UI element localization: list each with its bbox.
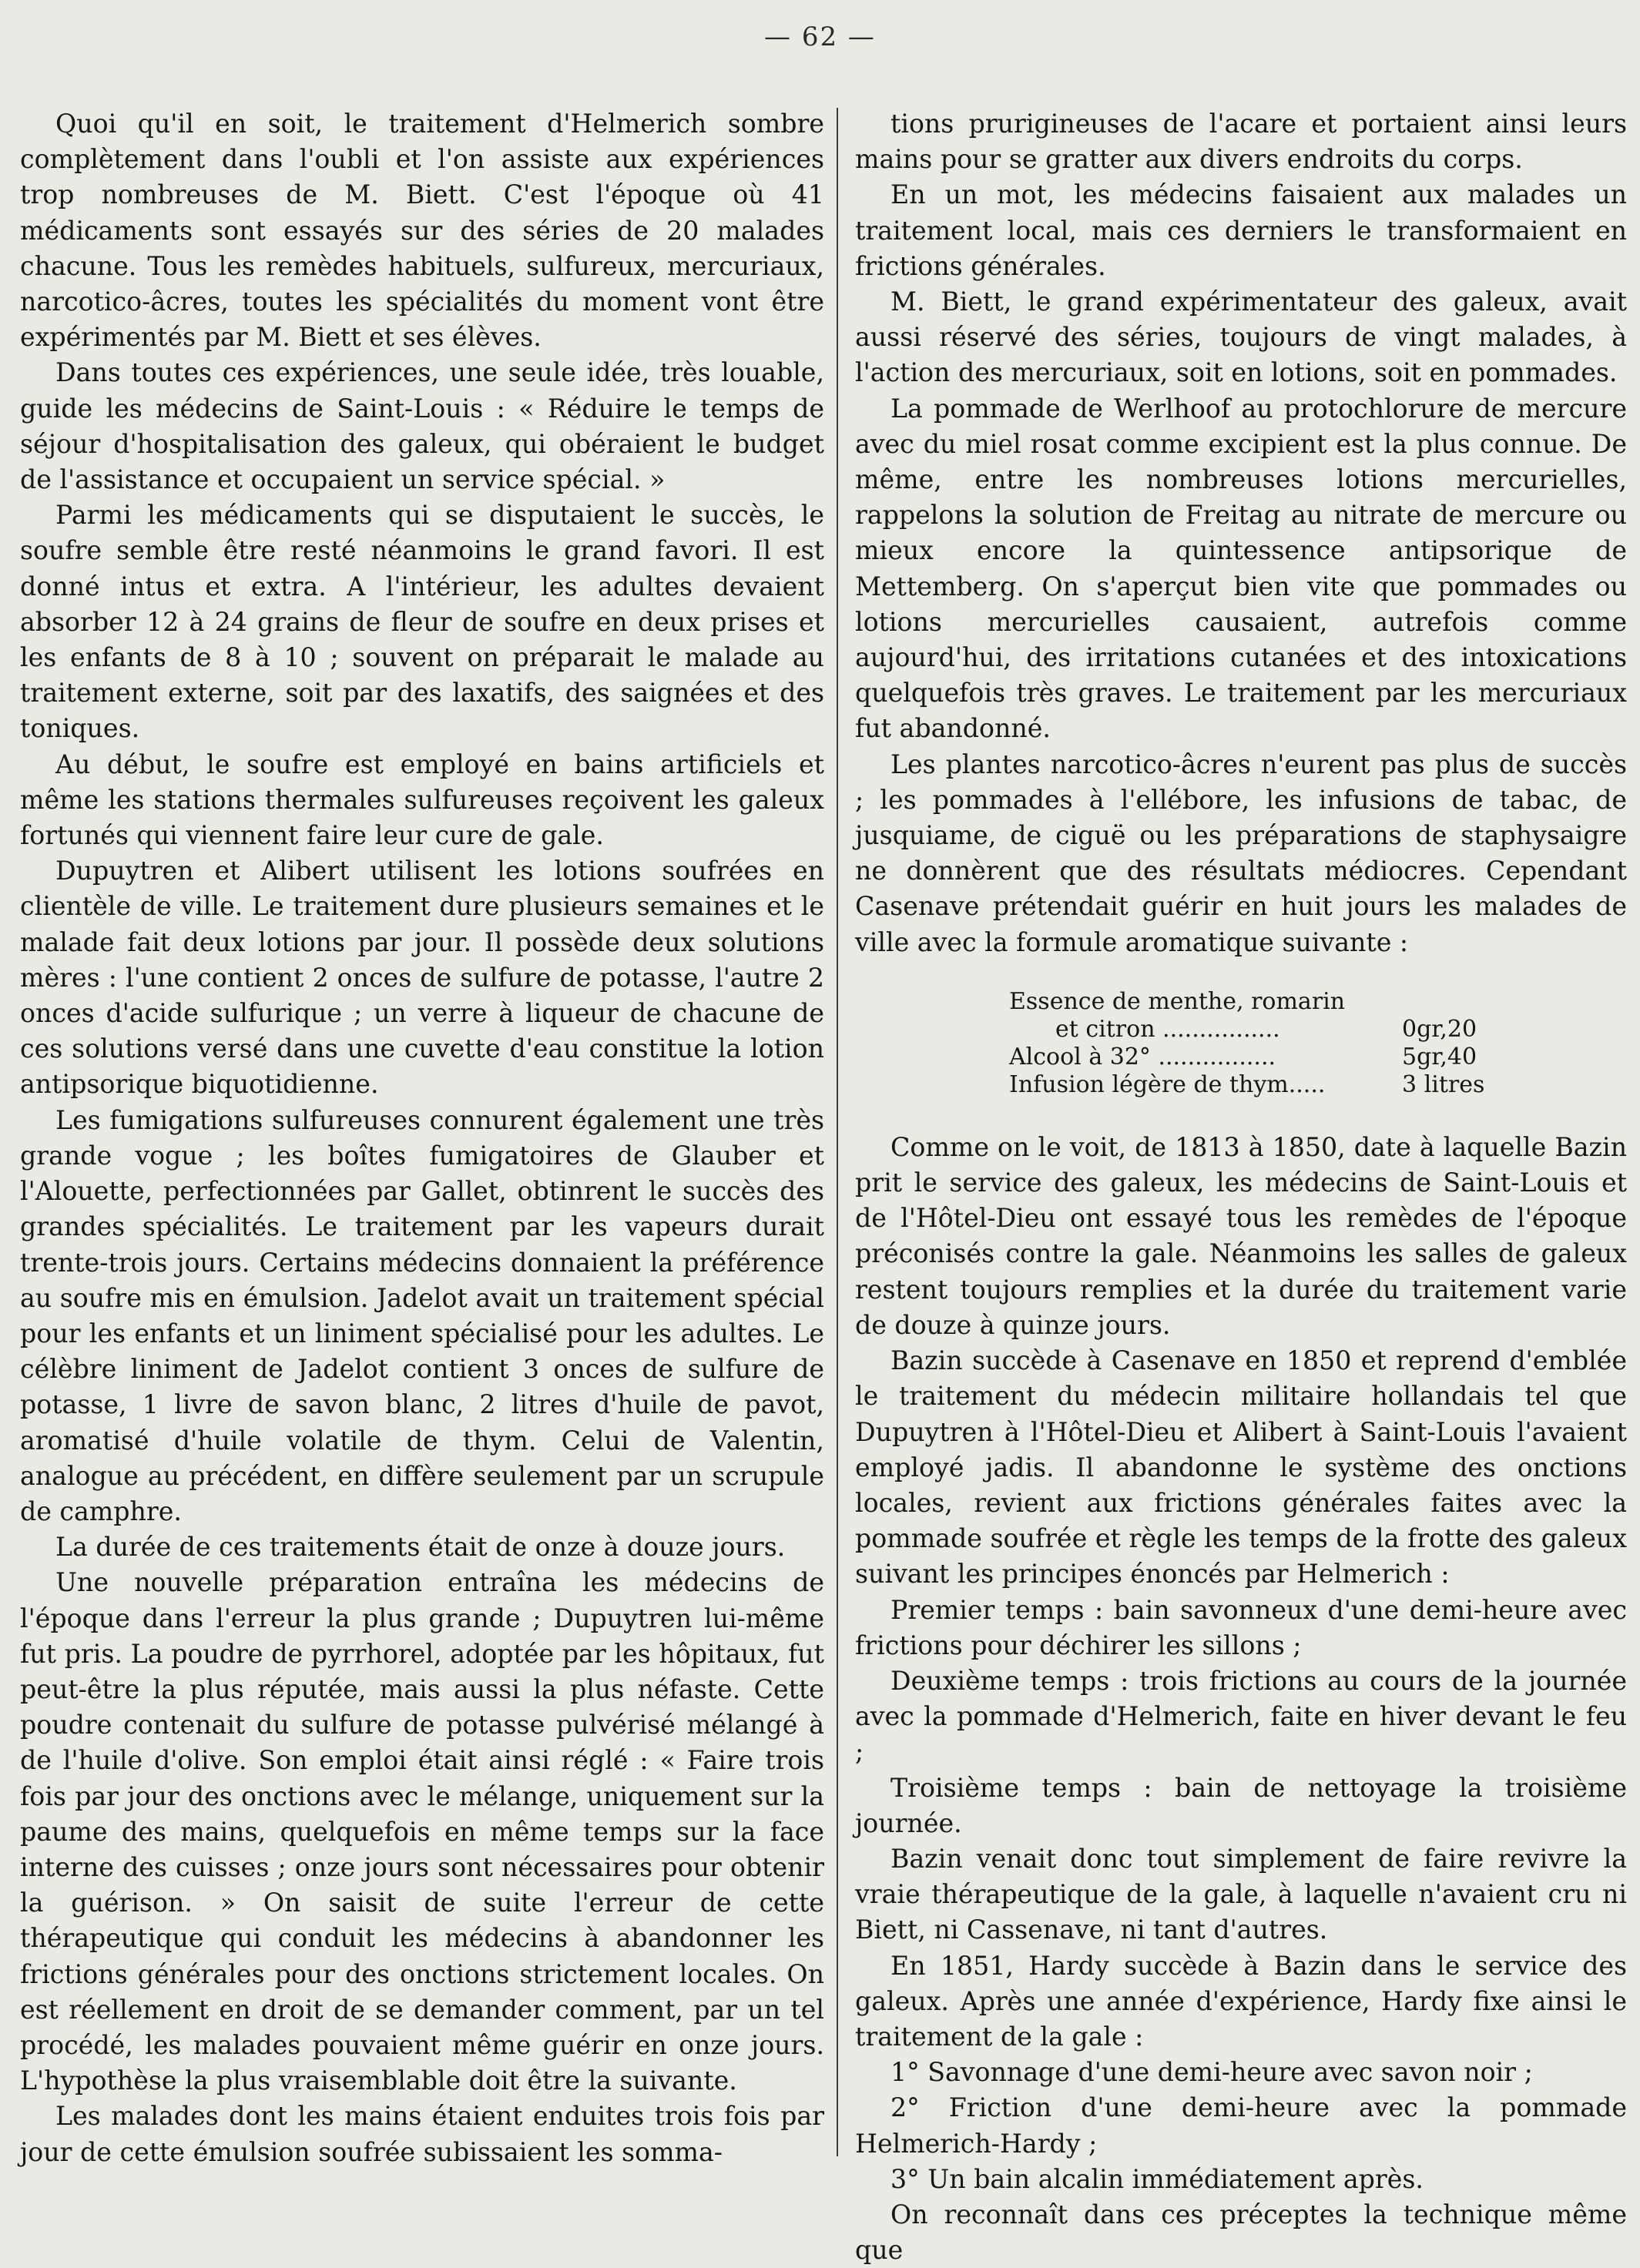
formula-ingredient: et citron ................	[1055, 1015, 1280, 1043]
right-column	[855, 106, 1627, 2268]
paragraph: Deuxième temps : trois frictions au cours de la journée avec la pommade d'Helmerich, faite en hiver devant le feu ;	[855, 1665, 1627, 1767]
paragraph: 1° Savonnage d'une demi-heure avec savon noir ;	[890, 2057, 1533, 2088]
paragraph: Une nouvelle préparation entraîna les médecins de l'époque dans l'erreur la plus grande ; Dupuytren lui-même fut pris. La poudre de pyrrhorel, adoptée par les hôpitaux, fut peut-être la plus réputée, mais aussi la plus néfaste. Cette poudre contenait du sulfure de potasse pulvérisé mélangé à de l'huile d'olive. Son emploi était ainsi réglé : « Faire trois fois par jour des onctions avec le mélange, uniquement sur la paume des mains, quelquefois en même temps sur la face interne des cuisses ; onze jours sont nécessaires pour obtenir la guérison. » On saisit de suite l'erreur de cette thérapeutique qui conduit les médecins à abandonner les frictions générales pour des onctions strictement locales. On est réellement en droit de se demander comment, par un tel procédé, les malades pouvaient même guérir en onze jours. L'hypothèse la plus vraisemblable doit être la suivante.	[20, 1567, 824, 2096]
formula-row	[1009, 1044, 1518, 1071]
formula-row	[1009, 1071, 1518, 1099]
paragraph: Parmi les médicaments qui se disputaient le succès, le soufre semble être resté néanmoins le grand favori. Il est donné intus et extra. A l'intérieur, les adultes devaient absorber 12 à 24 grains de fleur de soufre en deux prises et les enfants de 8 à 10 ; souvent on préparait le malade au traitement externe, soit par des laxatifs, des saignées et des toniques.	[20, 500, 824, 744]
formula-quantity: 0gr,20	[1402, 1015, 1477, 1043]
right-column-top-text	[855, 106, 1627, 960]
formula-quantity: 5gr,40	[1402, 1043, 1477, 1070]
paragraph: Troisième temps : bain de nettoyage la troisième journée.	[855, 1772, 1627, 1838]
formula-quantity: 3 litres	[1402, 1070, 1485, 1098]
paragraph: Comme on le voit, de 1813 à 1850, date à laquelle Bazin prit le service des galeux, les médecins de Saint-Louis et de l'Hôtel-Dieu ont essayé tous les remèdes de l'époque préconisés contre la gale. Néanmoins les salles de galeux restent toujours remplies et la durée du traitement varie de douze à quinze jours.	[855, 1131, 1627, 1340]
paragraph: M. Biett, le grand expérimentateur des galeux, avait aussi réservé des séries, toujours de vingt malades, à l'action des mercuriaux, soit en lotions, soit en pommades.	[855, 286, 1627, 388]
paragraph: Quoi qu'il en soit, le traitement d'Helmerich sombre complètement dans l'oubli et l'on assiste aux expériences trop nombreuses de M. Biett. C'est l'époque où 41 médicaments sont essayés sur des séries de 20 malades chacune. Tous les remèdes habituels, sulfureux, mercuriaux, narcotico-âcres, toutes les spécialités du moment vont être expérimentés par M. Biett et ses élèves.	[20, 109, 824, 353]
paragraph: tions prurigineuses de l'acare et portaient ainsi leurs mains pour se gratter aux divers endroits du corps.	[855, 109, 1627, 175]
formula-row	[1009, 1016, 1518, 1044]
formula-ingredient: Infusion légère de thym.....	[1009, 1070, 1326, 1098]
paragraph: Dupuytren et Alibert utilisent les lotions soufrées en clientèle de ville. Le traitement dure plusieurs semaines et le malade fait deux lotions par jour. Il possède deux solutions mères : l'une contient 2 onces de sulfure de potasse, l'autre 2 onces d'acide sulfurique ; un verre à liqueur de chacune de ces solutions versé dans une cuvette d'eau constitue la lotion antipsorique biquotidienne.	[20, 856, 824, 1100]
formula-row	[1009, 988, 1518, 1016]
left-column	[20, 106, 824, 2170]
paragraph: On reconnaît dans ces préceptes la technique même que	[855, 2199, 1627, 2266]
paragraph: Au début, le soufre est employé en bains artificiels et même les stations thermales sulfureuses reçoivent les galeux fortunés qui viennent faire leur cure de gale.	[20, 749, 824, 851]
paragraph: Bazin succède à Casenave en 1850 et reprend d'emblée le traitement du médecin militaire hollandais tel que Dupuytren à l'Hôtel-Dieu et Alibert à Saint-Louis l'avaient employé jadis. Il abandonne le système des onctions locales, revient aux frictions générales faites avec la pommade soufrée et règle les temps de la frotte des galeux suivant les principes énoncés par Helmerich :	[855, 1345, 1627, 1590]
paragraph: Bazin venait donc tout simplement de faire revivre la vraie thérapeutique de la gale, à laquelle n'avaient cru ni Biett, ni Cassenave, ni tant d'autres.	[855, 1843, 1627, 1945]
paragraph: Premier temps : bain savonneux d'une demi-heure avec frictions pour déchirer les sillons ;	[855, 1594, 1627, 1660]
paragraph: La durée de ces traitements était de onze à douze jours.	[55, 1532, 786, 1563]
paragraph: En 1851, Hardy succède à Bazin dans le service des galeux. Après une année d'expérience, Hardy fixe ainsi le traitement de la gale :	[855, 1950, 1627, 2052]
paragraph: En un mot, les médecins faisaient aux malades un traitement local, mais ces derniers le transformaient en frictions générales.	[855, 179, 1627, 281]
paragraph: Les fumigations sulfureuses connurent également une très grande vogue ; les boîtes fumigatoires de Glauber et l'Alouette, perfectionnées par Gallet, obtinrent le succès des grandes spécialités. Le traitement par les vapeurs durait trente-trois jours. Certains médecins donnaient la préférence au soufre mis en émulsion. Jadelot avait un traitement spécial pour les enfants et un liniment spécialisé pour les adultes. Le célèbre liniment de Jadelot contient 3 onces de sulfure de potasse, 1 livre de savon blanc, 2 litres d'huile de pavot, aromatisé d'huile volatile de thym. Celui de Valentin, analogue au précédent, en diffère seulement par un scrupule de camphre.	[20, 1104, 824, 1526]
paragraph: La pommade de Werlhoof au protochlorure de mercure avec du miel rosat comme excipient est la plus connue. De même, entre les nombreuses lotions mercurielles, rappelons la solution de Freitag au nitrate de mercure ou mieux encore la quintessence antipsorique de Mettemberg. On s'aperçut bien vite que pommades ou lotions mercurielles causaient, autrefois comme aujourd'hui, des irritations cutanées et des intoxications quelquefois très graves. Le traitement par les mercuriaux fut abandonné.	[855, 393, 1627, 744]
right-column-bottom-text	[855, 1130, 1627, 2268]
paragraph: 2° Friction d'une demi-heure avec la pommade Helmerich-Hardy ;	[855, 2092, 1627, 2159]
formula-ingredient: Essence de menthe, romarin	[1009, 987, 1346, 1015]
formula-quantity	[1402, 988, 1518, 1016]
paragraph: Dans toutes ces expériences, une seule idée, très louable, guide les médecins de Saint-Louis : « Réduire le temps de séjour d'hospitalisation des galeux, qui obéraient le budget de l'assistance et occupaient un service spécial. »	[20, 357, 824, 495]
formula-table	[1009, 988, 1627, 1099]
paragraph: Les plantes narcotico-âcres n'eurent pas plus de succès ; les pommades à l'ellébore, les infusions de tabac, de jusquiame, de ciguë ou les préparations de staphysaigre ne donnèrent que des résultats médiocres. Cependant Casenave prétendait guérir en huit jours les malades de ville avec la formule aromatique suivante :	[855, 749, 1627, 957]
page-number: — 62 —	[764, 22, 876, 52]
formula-ingredient: Alcool à 32° ................	[1009, 1043, 1276, 1070]
paragraph: Les malades dont les mains étaient enduites trois fois par jour de cette émulsion soufrée subissaient les somma-	[20, 2101, 824, 2167]
column-divider	[837, 108, 838, 2156]
paragraph: 3° Un bain alcalin immédiatement après.	[890, 2163, 1424, 2194]
